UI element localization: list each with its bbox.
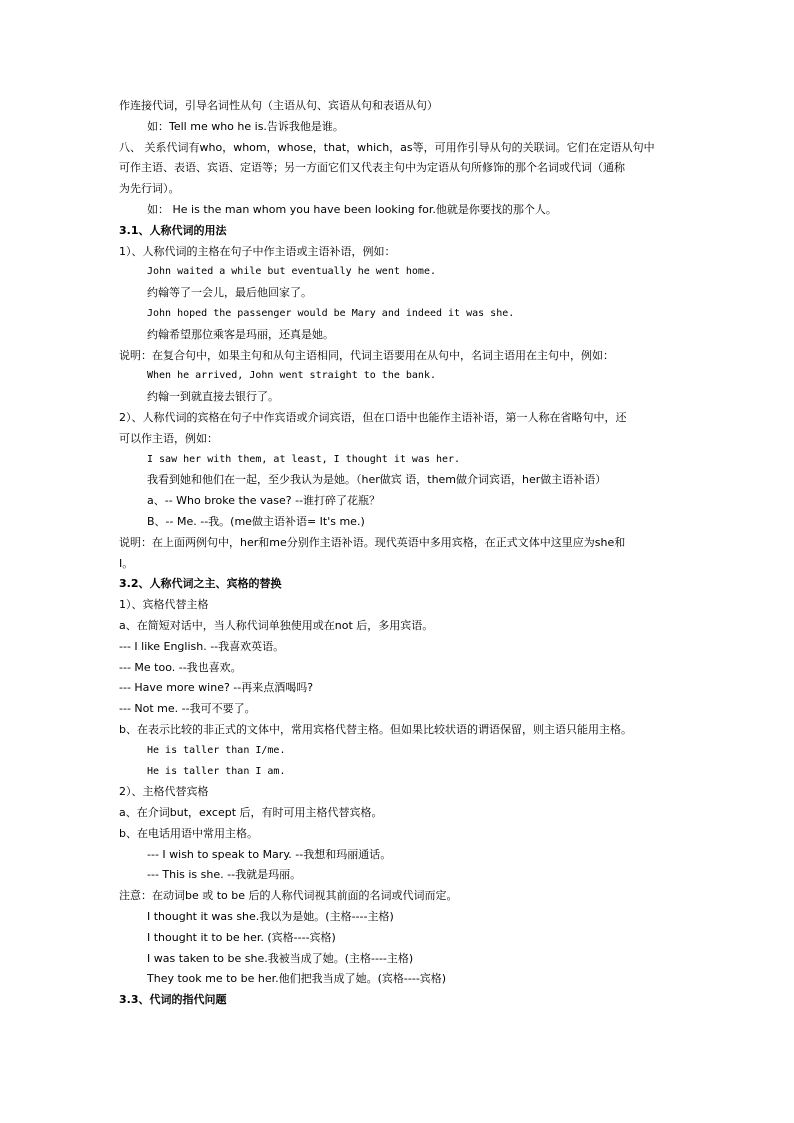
example-line: I thought it was she.我以为是她。(主格----主格): [147, 910, 394, 924]
example-line: John hoped the passenger would be Mary and indeed it was she.: [147, 307, 515, 319]
example-line: a、-- Who broke the vase? --谁打碎了花瓶？: [147, 494, 381, 508]
translation-line: 约翰等了一会儿，最后他回家了。: [147, 286, 312, 300]
text-line: I。: [119, 556, 134, 570]
example-line: He is taller than I/me.: [147, 744, 286, 756]
example-line: 如：Tell me who he is.告诉我他是谁。: [147, 119, 344, 133]
dialogue-line: --- Have more wine? --再来点酒喝吗?: [119, 681, 314, 695]
text-line: b、在电话用语中常用主格。: [119, 826, 258, 840]
dialogue-line: --- Me too. --我也喜欢。: [119, 660, 242, 674]
example-line: When he arrived, John went straight to the bank.: [147, 370, 436, 382]
section-heading: 3.2、人称代词之主、宾格的替换: [119, 577, 282, 591]
dialogue-line: --- Not me. --我可不要了。: [119, 702, 256, 716]
text-line: 可以作主语，例如：: [119, 431, 218, 445]
text-line: 2）、主格代替宾格: [119, 785, 209, 799]
example-line: I thought it to be her. (宾格----宾格): [147, 930, 336, 944]
example-line: They took me to be her.他们把我当成了她。(宾格----宾格): [147, 972, 447, 986]
text-line: 2）、人称代词的宾格在句子中作宾语或介词宾语，但在口语中也能作主语补语，第一人称在省略句中，还: [119, 410, 627, 424]
text-line: a、在介词but，except 后，有时可用主格代替宾格。: [119, 806, 383, 820]
text-line: 1）、宾格代替主格: [119, 598, 209, 612]
text-line: 作连接代词，引导名词性从句（主语从句、宾语从句和表语从句）: [119, 99, 438, 112]
text-line: 八、 关系代词有who，whom，whose，that，which，as等，可用作引导从句的关联词。它们在定语从句中: [119, 140, 655, 154]
dialogue-line: --- This is she. --我就是玛丽。: [147, 868, 302, 882]
section-heading: 3.3、代词的指代问题: [119, 993, 227, 1007]
section-heading: 3.1、人称代词的用法: [119, 223, 227, 237]
dialogue-line: --- I wish to speak to Mary. --我想和玛丽通话。: [147, 847, 392, 861]
example-line: B、-- Me. --我。(me做主语补语= It's me.): [147, 514, 365, 528]
text-line: 说明：在上面两例句中，her和me分别作主语补语。现代英语中多用宾格，在正式文体中这里应为she和: [119, 535, 626, 549]
document-body: [119, 96, 679, 1011]
text-line: a、在简短对话中，当人称代词单独使用或在not 后，多用宾语。: [119, 618, 434, 632]
dialogue-line: --- I like English. --我喜欢英语。: [119, 639, 285, 653]
text-line: 注意：在动词be 或 to be 后的人称代词视其前面的名词或代词而定。: [119, 889, 458, 903]
text-line: 1）、人称代词的主格在句子中作主语或主语补语，例如：: [119, 244, 396, 258]
example-line: 如： He is the man whom you have been looking for.他就是你要找的那个人。: [147, 202, 557, 216]
text-line: 可作主语、表语、宾语、定语等；另一方面它们又代表主句中为定语从句所修饰的那个名词或代词（通称: [119, 161, 625, 175]
example-line: He is taller than I am.: [147, 765, 286, 777]
example-line: John waited a while but eventually he went home.: [147, 266, 436, 278]
translation-line: 约翰希望那位乘客是玛丽，还真是她。: [147, 327, 334, 341]
text-line: 说明：在复合句中，如果主句和从句主语相同，代词主语要用在从句中，名词主语用在主句中，例如：: [119, 348, 614, 362]
text-line: b、在表示比较的非正式的文体中，常用宾格代替主格。但如果比较状语的谓语保留，则主语只能用主格。: [119, 722, 632, 736]
translation-line: 约翰一到就直接去银行了。: [147, 390, 279, 404]
example-line: I was taken to be she.我被当成了她。(主格----主格): [147, 951, 414, 965]
example-line: I saw her with them, at least, I thought it was her.: [147, 453, 461, 465]
text-line: 为先行词）。: [119, 182, 180, 196]
translation-line: 我看到她和他们在一起，至少我认为是她。（her做宾 语，them做介词宾语，her做主语补语）: [147, 473, 607, 487]
